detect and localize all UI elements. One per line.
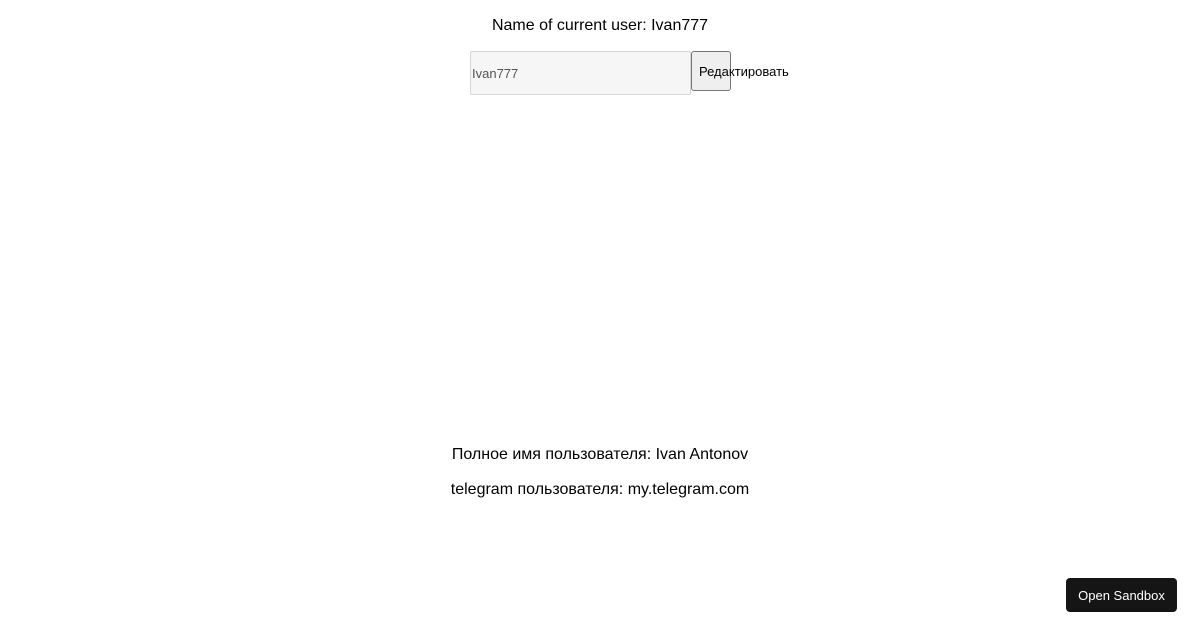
current-user-heading: Name of current user: Ivan777 — [491, 17, 709, 34]
username-input[interactable] — [470, 51, 691, 95]
open-sandbox-button[interactable]: Open Sandbox — [1066, 578, 1177, 612]
telegram-text: telegram пользователя: my.telegram.com — [450, 481, 750, 498]
edit-button[interactable]: Редактировать — [691, 51, 731, 91]
full-name-text: Полное имя пользователя: Ivan Antonov — [451, 446, 749, 463]
